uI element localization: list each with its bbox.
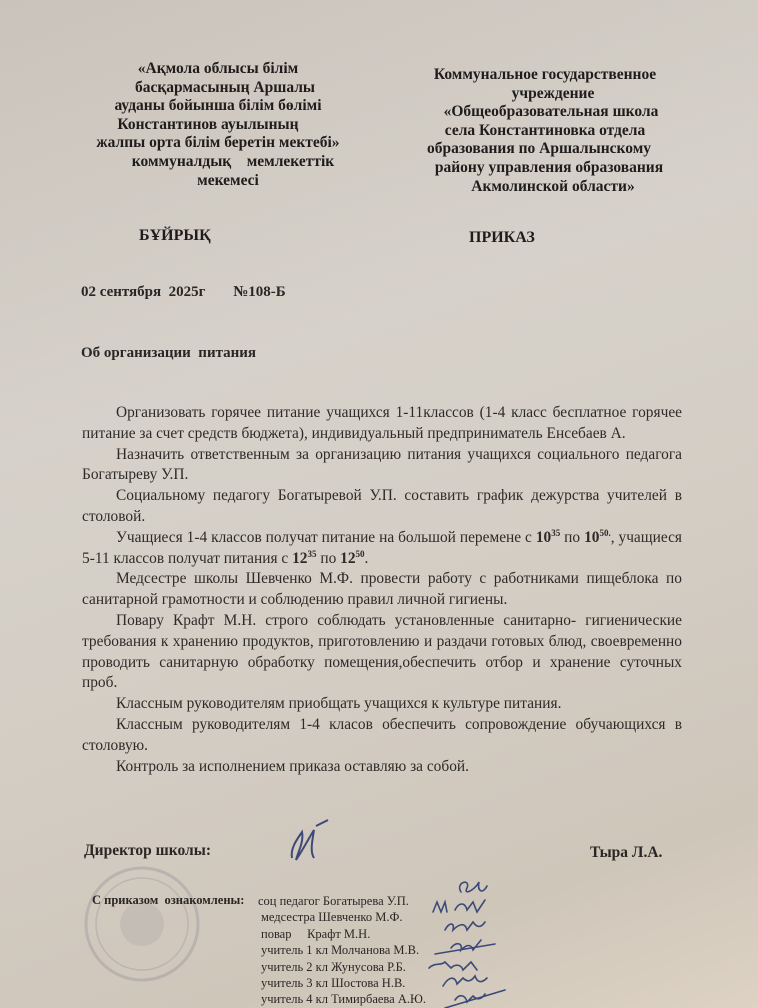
header-kazakh [78,60,358,190]
header-kz-line: жалпы орта білім беретін мектебі» [96,134,340,152]
header-kz-line: ауданы бойынша білім бөлімі [114,97,322,115]
header-ru-line: образования по Аршалынскому [426,140,652,158]
time-minutes: 50. [599,527,611,538]
acknowledgement-signatures-icon [415,872,525,1008]
header-ru-line: села Константиновка отдела [444,121,646,139]
meal-times-text: по [560,528,585,546]
header-kz-line: коммуналдық мемлекеттік [131,152,335,170]
header-kz-line: «Ақмола облысы білім [137,60,299,77]
meal-times-text: . [364,549,369,567]
paragraph-meal-times [82,528,682,570]
header-ru-line: Коммунальное государственное [433,66,657,83]
time-value: 12 [340,549,356,567]
meal-times-text: Учащиеся 1-4 классов получат питание на большой перемене с [116,528,536,546]
header-ru-line: Акмолинской области» [471,177,635,195]
acknowledged-person: соц педагог Богатырева У.П. [258,894,409,908]
header-ru-line: району управления образования [434,158,664,176]
paragraph-class-teachers-culture: Классным руководителям приобщать учащихся к культуре питания. [116,695,562,713]
acknowledged-person: учитель 3 кл Шостова Н.В. [261,976,406,991]
time-minutes: 35 [551,527,561,538]
header-ru-line: «Общеобразовательная школа [443,103,659,121]
paragraph-nurse: Медсестре школы Шевченко М.Ф. провести работу с работниками пищеблока по санитарной грамотности и соблюдению правил личной гигиены. [82,570,682,609]
order-date: 02 сентября 2025г [81,284,206,300]
acknowledged-label: С приказом ознакомлены: [92,893,245,907]
time-value: 12 [292,549,308,567]
order-body [82,403,682,777]
order-title-kazakh: БҰЙРЫҚ [139,227,211,244]
school-stamp-icon [82,864,222,1004]
acknowledged-person: учитель 2 кл Жунусова Р.Б. [261,959,406,974]
time-value: 10 [535,528,552,546]
header-kz-line: басқармасының Аршалы [134,78,316,96]
order-number: №108-Б [233,284,286,300]
header-kz-line: Константинов ауылының [117,115,299,133]
header-kz-line: мекемесі [197,171,259,189]
paragraph-control: Контроль за исполнением приказа оставляю за собой. [116,757,469,775]
meal-times-text: , учащиеся 5-11 классов получат питания с [82,528,682,567]
acknowledged-person: повар Крафт М.Н. [261,926,371,941]
acknowledged-list [258,893,426,1008]
time-minutes: 35 [307,548,317,559]
order-title-russian: ПРИКАЗ [469,229,535,246]
header-ru-line: учреждение [511,84,595,102]
paragraph-duty-schedule: Социальному педагогу Богатыревой У.П. составить график дежурства учителей в столовой. [82,487,682,525]
paragraph-cook: Повару Крафт М.Н. строго соблюдать установленные санитарно- гигиенические требования к хранению продуктов, приготовлению и раздачи готовых блюд, своевременно проводить санитарную обработку помещения,обеспечить отбор и хранение суточных проб. [82,611,682,692]
paragraph-class-teachers-escort: Классным руководителям 1-4 класов обеспечить сопровождение обучающихся в столовую. [82,715,682,754]
acknowledged-person: учитель 1 кл Молчанова М.В. [261,943,420,958]
paragraph-responsible: Назначить ответственным за организацию питания учащихся социального педагога Богатыреву У.П. [82,445,682,484]
order-subject: Об организации питания [81,345,257,361]
header-russian [400,66,690,196]
date-number-line [81,284,310,301]
acknowledged-person: медсестра Шевченко М.Ф. [261,910,403,925]
paragraph-hot-meals: Организовать горячее питание учащихся 1-11классов (1-4 класс бесплатное горячее питание за счет средств бюджета), индивидуальный предприниматель Енсебаев А. [82,404,682,442]
director-name: Тыра Л.А. [590,844,663,861]
director-signature-icon [280,818,340,868]
meal-times-text: по [316,549,341,567]
time-value: 10 [584,528,600,546]
time-minutes: 50 [355,548,365,559]
director-label: Директор школы: [84,842,211,859]
acknowledged-person: учитель 4 кл Тимирбаева А.Ю. [261,992,426,1007]
